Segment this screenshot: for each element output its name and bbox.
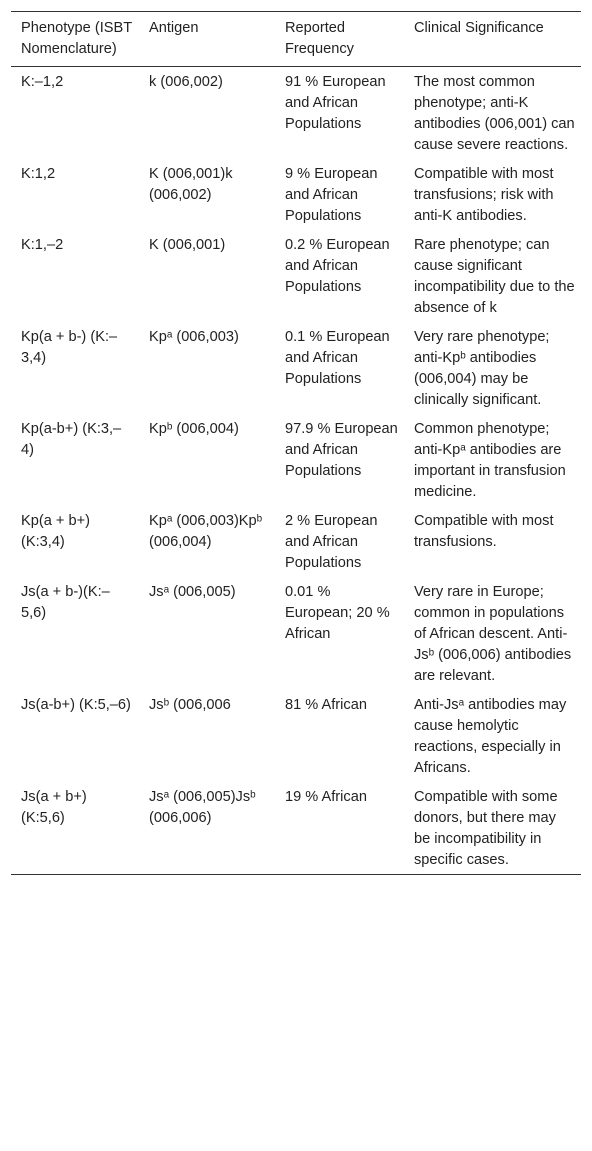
cell-significance: Compatible with some donors, but there may be incompatibility in specific cases. xyxy=(414,789,558,868)
cell-significance: Common phenotype; anti-Kpᵃ antibodies are important in transfusion medicine. xyxy=(414,421,566,500)
cell-phenotype: Kp(a-b+) (K:3,–4) xyxy=(21,421,122,458)
cell-phenotype: K:1,2 xyxy=(21,166,56,182)
header-antigen: Antigen xyxy=(149,20,199,36)
cell-phenotype: Kp(a + b-) (K:–3,4) xyxy=(21,329,118,366)
cell-frequency: 0.2 % European and African Populations xyxy=(285,237,390,295)
cell-frequency: 2 % European and African Populations xyxy=(285,513,378,571)
table-row xyxy=(11,67,581,160)
cell-significance: The most common phenotype; anti-K antibodies (006,001) can cause severe reactions. xyxy=(414,74,575,153)
table-row xyxy=(11,577,581,690)
cell-significance: Very rare in Europe; common in populations of African descent. Anti-Jsᵇ (006,006) antibodies are relevant. xyxy=(414,584,572,684)
cell-frequency: 97.9 % European and African Populations xyxy=(285,421,398,479)
table-row xyxy=(11,414,581,506)
cell-significance: Anti-Jsᵃ antibodies may cause hemolytic reactions, especially in Africans. xyxy=(414,697,567,776)
table-row xyxy=(11,322,581,414)
cell-antigen: Jsᵇ (006,006 xyxy=(149,697,231,713)
table-container xyxy=(11,11,581,875)
header-frequency: Reported Frequency xyxy=(285,20,354,57)
header-phenotype: Phenotype (ISBT Nomenclature) xyxy=(21,20,132,57)
header-clinical-significance: Clinical Significance xyxy=(414,20,544,36)
table-row xyxy=(11,230,581,322)
cell-frequency: 0.1 % European and African Populations xyxy=(285,329,390,387)
cell-frequency: 91 % European and African Populations xyxy=(285,74,386,132)
table-header-row xyxy=(11,12,581,67)
table-row xyxy=(11,506,581,577)
cell-phenotype: Js(a + b-)(K:–5,6) xyxy=(21,584,110,621)
cell-phenotype: K:–1,2 xyxy=(21,74,64,90)
cell-antigen: Jsᵃ (006,005)Jsᵇ (006,006) xyxy=(149,789,256,826)
cell-phenotype: Js(a + b+) (K:5,6) xyxy=(21,789,87,826)
cell-antigen: Kpᵃ (006,003) xyxy=(149,329,239,345)
cell-frequency: 81 % African xyxy=(285,697,367,713)
table-row xyxy=(11,690,581,782)
cell-frequency: 0.01 % European; 20 % African xyxy=(285,584,390,642)
cell-significance: Very rare phenotype; anti-Kpᵇ antibodies (006,004) may be clinically significant. xyxy=(414,329,550,408)
cell-phenotype: Js(a-b+) (K:5,–6) xyxy=(21,697,131,713)
kell-phenotype-table xyxy=(11,11,581,875)
cell-significance: Rare phenotype; can cause significant incompatibility due to the absence of k xyxy=(414,237,575,316)
table-row xyxy=(11,159,581,230)
cell-antigen: Jsᵃ (006,005) xyxy=(149,584,236,600)
cell-antigen: k (006,002) xyxy=(149,74,223,90)
cell-frequency: 19 % African xyxy=(285,789,367,805)
cell-phenotype: Kp(a + b+) (K:3,4) xyxy=(21,513,90,550)
cell-frequency: 9 % European and African Populations xyxy=(285,166,378,224)
cell-antigen: K (006,001) xyxy=(149,237,226,253)
cell-significance: Compatible with most transfusions. xyxy=(414,513,554,550)
cell-antigen: K (006,001)k (006,002) xyxy=(149,166,233,203)
cell-antigen: Kpᵇ (006,004) xyxy=(149,421,239,437)
cell-antigen: Kpᵃ (006,003)Kpᵇ (006,004) xyxy=(149,513,263,550)
cell-phenotype: K:1,–2 xyxy=(21,237,64,253)
cell-significance: Compatible with most transfusions; risk with anti-K antibodies. xyxy=(414,166,554,224)
table-row xyxy=(11,782,581,875)
